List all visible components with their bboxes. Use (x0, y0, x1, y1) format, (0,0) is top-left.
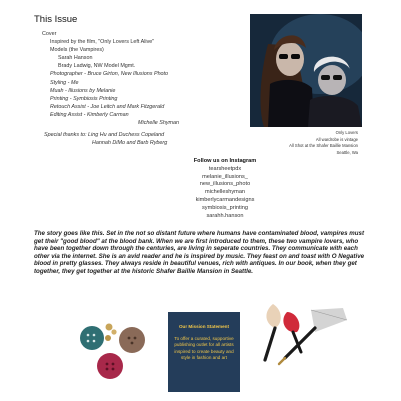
credit-line: Sarah Hanson (58, 55, 93, 62)
credit-line: Muah - Illusions by Melanie (50, 87, 116, 94)
sewing-buttons-image (72, 318, 152, 388)
cover-photo-illustration (250, 14, 362, 127)
caption-line: All wardrobe is vintage (315, 136, 358, 142)
instagram-section (150, 158, 300, 220)
instagram-handle: melanie_illusions_ (202, 173, 248, 180)
caption-line: Only Lovers (335, 130, 358, 135)
makeup-brushes-image (255, 298, 355, 368)
credits-list (42, 30, 242, 127)
credit-line: Styling - Me (50, 79, 79, 86)
credit-line: Editing Assist - Kimberly Carman (50, 111, 129, 118)
thanks-line: Hannah DiMo and Barb Ryberg (92, 140, 168, 147)
instagram-handle: kimberlycarmandesigns (195, 196, 255, 203)
instagram-handle: symbiosis_printing (201, 204, 248, 211)
story-paragraph: The story goes like this. Set in the not so distant future where humans have contaminated blood, vampires must get their "good blood" at the blood bank. When we are first introduced to them, these two vampire lovers, who have been together down through the centuries, are living in seperate countries. They communicate with each other via the internet. She is an avid reader and he is inspired by music. They feast on and toast with O Negative blood in pretty glasses. They always reside in beautiful venues, rich with antiques. In our book, when they get together, they get together at the historic Shafer Baillie Mansion in Seattle. (34, 230, 365, 275)
photo-caption (240, 130, 358, 156)
credit-line: Printing - Symbiosis Printing (50, 95, 118, 102)
credit-line: Brady Ladwig, NW Model Mgmt. (58, 63, 136, 70)
credit-line: Retouch Assist - Joe Leitch and Mark Fitzgerald (50, 103, 165, 110)
mission-title: Our Mission Statement (178, 324, 230, 329)
credit-line: Inspired by the film, "Only Lovers Left Alive" (50, 39, 155, 46)
instagram-handle: michelleshyman (204, 189, 246, 196)
instagram-handle: sarahh.hanson (206, 212, 244, 219)
cover-photo (250, 14, 362, 127)
credit-line: Models (the Vampires) (50, 47, 104, 54)
instagram-handle: new_illusions_photo (199, 181, 251, 188)
credit-line: Michelle Shyman (138, 120, 180, 127)
makeup-brushes-illustration (255, 298, 355, 368)
caption-line: All Shot at the Shafer Baillie Mansion (289, 143, 358, 149)
special-thanks (44, 131, 167, 147)
mission-statement-box (168, 312, 240, 392)
credit-line: Photographer - Bruce Girton, New Illusions Photo (50, 71, 169, 78)
caption-line: Seattle, Wa (336, 149, 358, 155)
credit-line: Cover (42, 31, 57, 37)
thanks-line: Special thanks to: Ling Hu and Duchess Copeland (44, 132, 165, 138)
mission-body: To offer a curated, supportive publishing outlet for all artists inspired to create beauty and style in fashion and art (174, 336, 234, 360)
page-title: This Issue (34, 14, 78, 25)
instagram-heading: Follow us on Instagram (193, 158, 257, 164)
buttons-illustration (72, 318, 152, 388)
instagram-handle: tearsheetpdx (208, 165, 242, 172)
